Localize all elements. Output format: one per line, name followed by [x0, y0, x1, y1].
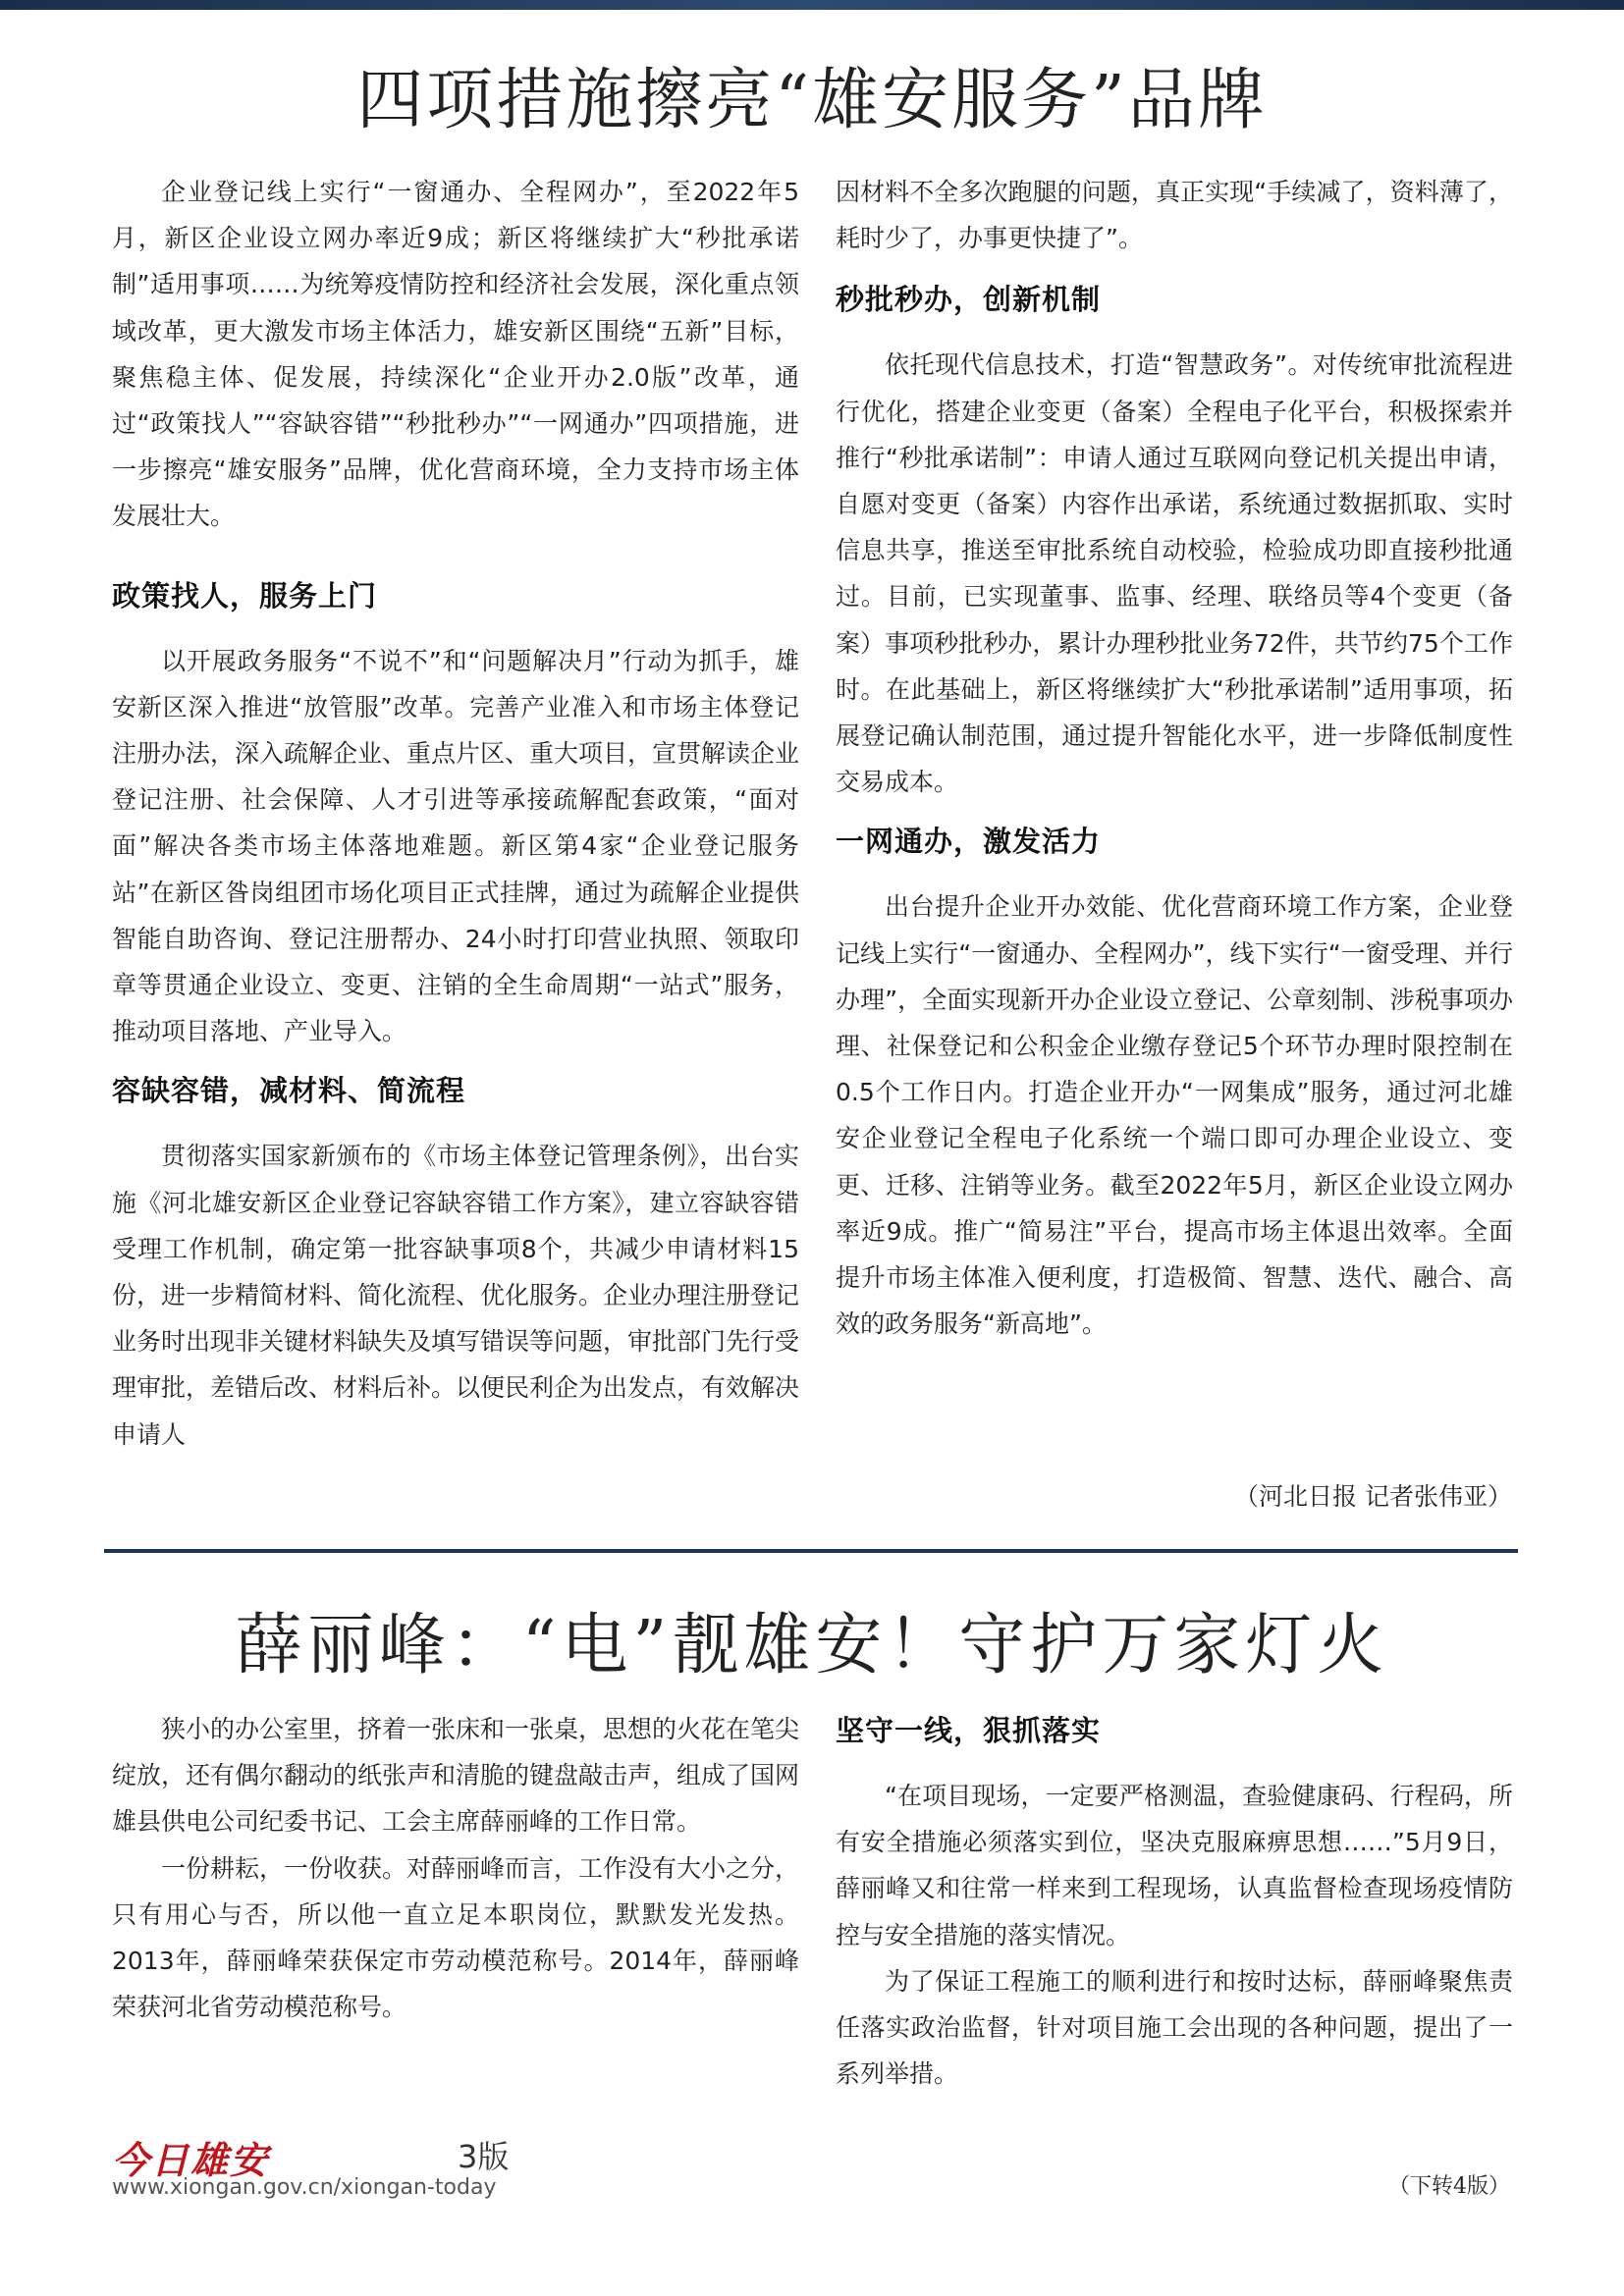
- page-number: 3版: [458, 2138, 510, 2175]
- newspaper-logo: 今日雄安: [112, 2138, 270, 2182]
- continued-note: （下转4版）: [1388, 2174, 1510, 2199]
- article2-paragraph-2: 一份耕耘，一份收获。对薛丽峰而言，工作没有大小之分，只有用心与否，所以他一直立足本职岗位，默默发光发热。2013年，薛丽峰荣获保定市劳动模范称号。2014年，薛丽峰荣获河北省劳动模范称号。: [112, 1853, 800, 2022]
- article2-paragraph-1: 狭小的办公室里，挤着一张床和一张桌，思想的火花在笔尖绽放，还有偶尔翻动的纸张声和清脆的键盘敲击声，组成了国网雄县供电公司纪委书记、工会主席薛丽峰的工作日常。: [112, 1715, 800, 1837]
- top-banner-bar: [0, 0, 1624, 10]
- article2-column-left: [112, 1706, 799, 2030]
- article1-column-left: [112, 169, 799, 1458]
- article1-instant-body: 依托现代信息技术，打造“智慧政务”。对传统审批流程进行优化，搭建企业变更（备案）全程电子化平台，积极探索并推行“秒批承诺制”：申请人通过互联网向登记机关提出申请，自愿对变更（备案）内容作出承诺，系统通过数据抓取、实时信息共享，推送至审批系统自动校验，检验成功即直接秒批通过。目前，已实现董事、监事、经理、联络员等4个变更（备案）事项秒批秒办，累计办理秒批业务72件，共节约75个工作时。在此基础上，新区将继续扩大“秒批承诺制”适用事项，拓展登记确认制范围，通过提升智能化水平，进一步降低制度性交易成本。: [836, 350, 1513, 797]
- article1-tolerance-continued: 因材料不全多次跑腿的问题，真正实现“手续减了，资料薄了，耗时少了，办事更快捷了”。: [836, 178, 1513, 253]
- section-divider: [104, 1549, 1518, 1553]
- article1-heading-online: 一网通办，激发活力: [836, 825, 1102, 859]
- article1-byline: （河北日报 记者张伟亚）: [1234, 1482, 1512, 1511]
- article1-online-body: 出台提升企业开办效能、优化营商环境工作方案，企业登记线上实行“一窗通办、全程网办”，线下实行“一窗受理、并行办理”，全面实现新开办企业设立登记、公章刻制、涉税事项办理、社保登记和公积金企业缴存登记5个环节办理时限控制在0.5个工作日内。打造企业开办“一网集成”服务，通过河北雄安企业登记全程电子化系统一个端口即可办理企业设立、变更、迁移、注销等业务。截至2022年5月，新区企业设立网办率近9成。推广“简易注”平台，提高市场主体退出效率。全面提升市场主体准入便利度，打造极简、智慧、迭代、融合、高效的政务服务“新高地”。: [836, 892, 1513, 1339]
- article2-heading-frontline: 坚守一线，狠抓落实: [836, 1714, 1102, 1747]
- article1-heading-instant: 秒批秒办，创新机制: [836, 283, 1102, 317]
- article1-heading-policy: 政策找人，服务上门: [112, 578, 378, 613]
- article1-tolerance-body: 贯彻落实国家新颁布的《市场主体登记管理条例》，出台实施《河北雄安新区企业登记容缺容错工作方案》，建立容缺容错受理工作机制，确定第一批容缺事项8个，共减少申请材料15份，进一步精简材料、简化流程、优化服务。企业办理注册登记业务时出现非关键材料缺失及填写错误等问题，审批部门先行受理审批，差错后改、材料后补。以便民利企为出发点，有效解决申请人: [112, 1142, 800, 1449]
- article1-heading-tolerance: 容缺容错，减材料、简流程: [112, 1074, 466, 1108]
- article1-policy-body: 以开展政务服务“不说不”和“问题解决月”行动为抓手，雄安新区深入推进“放管服”改革。完善产业准入和市场主体登记注册办法，深入疏解企业、重点片区、重大项目，宣贯解读企业登记注册、社会保障、人才引进等承接疏解配套政策，“面对面”解决各类市场主体落地难题。新区第4家“企业登记服务站”在新区昝岗组团市场化项目正式挂牌，通过为疏解企业提供智能自助咨询、登记注册帮办、24小时打印营业执照、领取印章等贯通企业设立、变更、注销的全生命周期“一站式”服务，推动项目落地、产业导入。: [112, 646, 800, 1046]
- article1-column-right: [836, 169, 1513, 1347]
- article2-title: 薛丽峰：“电”靓雄安！守护万家灯火: [235, 1607, 1389, 1684]
- article1-intro: 企业登记线上实行“一窗通办、全程网办”，至2022年5月，新区企业设立网办率近9成；新区将继续扩大“秒批承诺制”适用事项……为统筹疫情防控和经济社会发展，深化重点领域改革，更大激发市场主体活力，雄安新区围绕“五新”目标，聚焦稳主体、促发展，持续深化“企业开办2.0版”改革，通过“政策找人”“容缺容错”“秒批秒办”“一网通办”四项措施，进一步擦亮“雄安服务”品牌，优化营商环境，全力支持市场主体发展壮大。: [112, 178, 799, 531]
- article2-paragraph-3: “在项目现场，一定要严格测温，查验健康码、行程码，所有安全措施必须落实到位，坚决克服麻痹思想……”5月9日，薛丽峰又和往常一样来到工程现场，认真监督检查现场疫情防控与安全措施的落实情况。: [836, 1782, 1513, 1949]
- article2-column-right: [836, 1706, 1513, 2097]
- website-url: www.xiongan.gov.cn/xiongan-today: [112, 2175, 497, 2200]
- article2-paragraph-4: 为了保证工程施工的顺利进行和按时达标，薛丽峰聚焦责任落实政治监督，针对项目施工会出现的各种问题，提出了一系列举措。: [836, 1966, 1513, 2089]
- article1-title: 四项措施擦亮“雄安服务”品牌: [356, 62, 1268, 139]
